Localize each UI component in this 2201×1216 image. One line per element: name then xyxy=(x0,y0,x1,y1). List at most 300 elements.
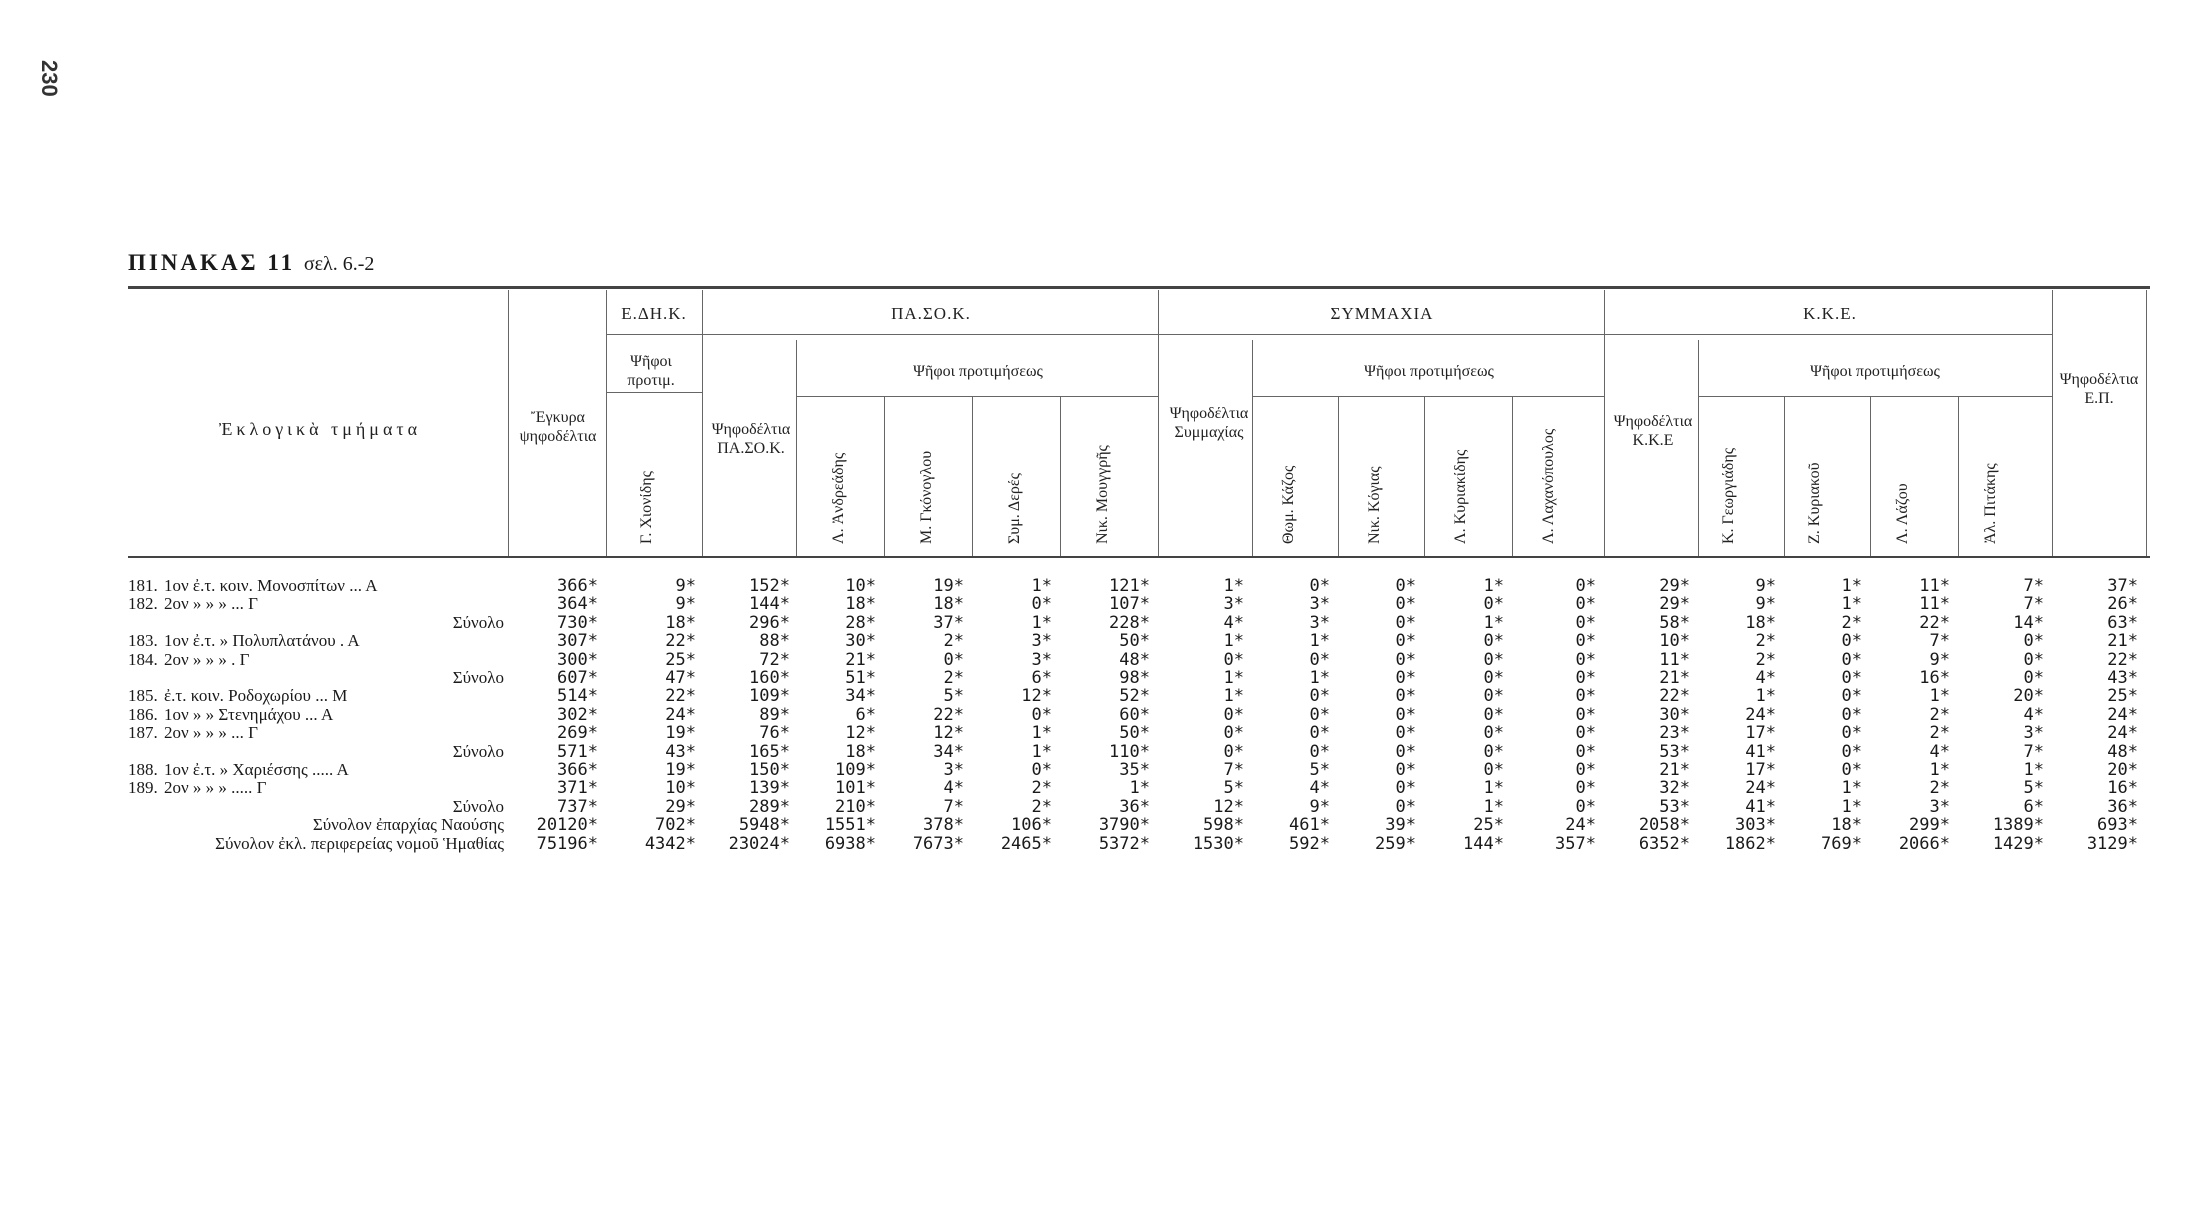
table-cell: 228* xyxy=(1109,613,1150,633)
row-label xyxy=(128,594,504,614)
table-cell: 0* xyxy=(1395,631,1416,651)
table-cell: 4* xyxy=(2023,705,2044,725)
table-cell: 2* xyxy=(1031,797,1052,817)
table-cell: 0* xyxy=(1395,686,1416,706)
table-cell: 269* xyxy=(557,723,598,743)
table-title-sub: σελ. 6.-2 xyxy=(303,253,375,275)
row-number: 189. xyxy=(128,778,158,797)
vline-symmachia-end xyxy=(1604,290,1605,556)
table-cell: 14* xyxy=(2013,613,2044,633)
vline-valid xyxy=(606,290,607,556)
table-cell: 0* xyxy=(1841,631,1862,651)
row-label xyxy=(128,778,504,798)
table-cell: 2* xyxy=(1929,778,1950,798)
candidate-kke-2: Ζ. Κυριακοῦ xyxy=(1806,462,1823,544)
table-cell: 10* xyxy=(845,576,876,596)
table-cell: 0* xyxy=(1575,650,1596,670)
table-cell: 2* xyxy=(1755,650,1776,670)
table-cell: 72* xyxy=(759,650,790,670)
row-text: 1ον ἐ.τ. » Χαριέσσης ..... Α xyxy=(164,760,349,779)
table-cell: 23024* xyxy=(728,834,790,854)
table-cell: 1* xyxy=(1841,594,1862,614)
table-cell: 300* xyxy=(557,650,598,670)
table-cell: 514* xyxy=(557,686,598,706)
table-cell: 18* xyxy=(1745,613,1776,633)
table-cell: 0* xyxy=(1841,705,1862,725)
table-cell: 2* xyxy=(1929,723,1950,743)
table-cell: 139* xyxy=(749,778,790,798)
row-text: 2ον » » » ... Γ xyxy=(164,723,259,742)
table-cell: 53* xyxy=(1659,742,1690,762)
table-cell: 0* xyxy=(1483,760,1504,780)
table-cell: 378* xyxy=(923,815,964,835)
table-cell: 30* xyxy=(845,631,876,651)
table-cell: 1* xyxy=(1929,686,1950,706)
table-cell: 19* xyxy=(665,723,696,743)
vline-kke-c2 xyxy=(1870,396,1871,556)
hdr-line-party xyxy=(606,334,2052,335)
table-cell: 121* xyxy=(1109,576,1150,596)
header-kke-ballots: Ψηφοδέλτια Κ.Κ.Ε xyxy=(1613,413,1693,449)
table-cell: 9* xyxy=(1929,650,1950,670)
table-cell: 1* xyxy=(1309,631,1330,651)
table-cell: 101* xyxy=(835,778,876,798)
table-cell: 2* xyxy=(1841,613,1862,633)
table-cell: 24* xyxy=(2107,705,2138,725)
table-cell: 5* xyxy=(1309,760,1330,780)
row-label xyxy=(128,613,504,633)
table-cell: 11* xyxy=(1659,650,1690,670)
table-cell: 76* xyxy=(759,723,790,743)
table-cell: 302* xyxy=(557,705,598,725)
table-cell: 0* xyxy=(1575,686,1596,706)
hdr-line-symmachia xyxy=(1252,396,1604,397)
table-cell: 3* xyxy=(943,760,964,780)
table-cell: 109* xyxy=(749,686,790,706)
table-cell: 0* xyxy=(1575,705,1596,725)
vline-label xyxy=(508,290,509,556)
header-pasok-pref: Ψῆφοι προτιμήσεως xyxy=(913,363,1043,380)
table-cell: 3790* xyxy=(1098,815,1150,835)
table-cell: 0* xyxy=(1031,594,1052,614)
table-cell: 0* xyxy=(1483,742,1504,762)
table-cell: 41* xyxy=(1745,742,1776,762)
table-cell: 1* xyxy=(1841,797,1862,817)
table-cell: 0* xyxy=(2023,668,2044,688)
row-text: 1ον ἐ.τ. κοιν. Μονοσπίτων ... Α xyxy=(164,576,378,595)
table-cell: 18* xyxy=(1831,815,1862,835)
table-cell: 4* xyxy=(943,778,964,798)
table-cell: 36* xyxy=(1119,797,1150,817)
table-cell: 11* xyxy=(1919,576,1950,596)
table-cell: 22* xyxy=(933,705,964,725)
table-cell: 0* xyxy=(1395,613,1416,633)
vline-ep-end xyxy=(2146,290,2147,556)
table-cell: 1* xyxy=(1483,613,1504,633)
table-cell: 607* xyxy=(557,668,598,688)
hdr-line-ediik xyxy=(606,392,702,393)
candidate-pasok-2: Μ. Γκόνογλου xyxy=(918,450,935,544)
table-cell: 0* xyxy=(943,650,964,670)
table-cell: 2066* xyxy=(1898,834,1950,854)
table-cell: 1* xyxy=(1031,613,1052,633)
table-cell: 7* xyxy=(2023,576,2044,596)
table-cell: 0* xyxy=(1575,723,1596,743)
table-cell: 0* xyxy=(1483,668,1504,688)
table-title xyxy=(128,250,374,276)
table-cell: 0* xyxy=(1395,705,1416,725)
table-cell: 24* xyxy=(1565,815,1596,835)
table-cell: 4* xyxy=(1223,613,1244,633)
table-cell: 29* xyxy=(1659,576,1690,596)
table-cell: 25* xyxy=(665,650,696,670)
row-label xyxy=(128,650,504,670)
table-cell: 16* xyxy=(1919,668,1950,688)
header-symmachia-ballots: Ψηφοδέλτια Συμμαχίας xyxy=(1169,405,1249,441)
table-cell: 307* xyxy=(557,631,598,651)
table-cell: 107* xyxy=(1109,594,1150,614)
table-cell: 1* xyxy=(1841,576,1862,596)
table-cell: 11* xyxy=(1919,594,1950,614)
table-cell: 6* xyxy=(855,705,876,725)
table-cell: 598* xyxy=(1203,815,1244,835)
table-cell: 1* xyxy=(1129,778,1150,798)
vline-symmachia-c1 xyxy=(1338,396,1339,556)
table-cell: 0* xyxy=(1395,668,1416,688)
table-cell: 1* xyxy=(1223,631,1244,651)
vline-kke-ballots xyxy=(1698,340,1699,556)
table-cell: 3129* xyxy=(2086,834,2138,854)
table-cell: 1551* xyxy=(824,815,876,835)
table-cell: 17* xyxy=(1745,723,1776,743)
table-cell: 0* xyxy=(1395,576,1416,596)
vline-pasok-ballots xyxy=(796,340,797,556)
table-cell: 4342* xyxy=(644,834,696,854)
table-cell: 1* xyxy=(1483,576,1504,596)
table-cell: 43* xyxy=(665,742,696,762)
table-cell: 289* xyxy=(749,797,790,817)
table-cell: 9* xyxy=(1755,576,1776,596)
table-cell: 53* xyxy=(1659,797,1690,817)
table-cell: 24* xyxy=(665,705,696,725)
table-cell: 21* xyxy=(845,650,876,670)
row-text: Σύνολο xyxy=(452,797,504,816)
table-cell: 1* xyxy=(1031,723,1052,743)
table-cell: 303* xyxy=(1735,815,1776,835)
table-cell: 1429* xyxy=(1992,834,2044,854)
row-number: 182. xyxy=(128,594,158,613)
table-cell: 25* xyxy=(1473,815,1504,835)
table-cell: 0* xyxy=(1309,723,1330,743)
table-cell: 18* xyxy=(845,742,876,762)
table-cell: 12* xyxy=(933,723,964,743)
row-text: Σύνολον ἐκλ. περιφερείας νομοῦ Ἡμαθίας xyxy=(215,834,504,853)
table-cell: 0* xyxy=(1575,797,1596,817)
table-cell: 19* xyxy=(933,576,964,596)
table-cell: 7* xyxy=(1223,760,1244,780)
candidate-pasok-4: Νικ. Μουγγρῆς xyxy=(1094,445,1111,544)
table-cell: 357* xyxy=(1555,834,1596,854)
table-cell: 18* xyxy=(665,613,696,633)
table-cell: 0* xyxy=(1395,650,1416,670)
table-cell: 0* xyxy=(1483,723,1504,743)
table-cell: 2* xyxy=(943,668,964,688)
row-text: 2ον » » » ..... Γ xyxy=(164,778,267,797)
table-cell: 12* xyxy=(845,723,876,743)
vline-symmachia-ballots xyxy=(1252,340,1253,556)
table-cell: 7673* xyxy=(912,834,964,854)
table-cell: 152* xyxy=(749,576,790,596)
table-cell: 6352* xyxy=(1638,834,1690,854)
table-cell: 37* xyxy=(933,613,964,633)
table-cell: 0* xyxy=(1483,650,1504,670)
table-cell: 1389* xyxy=(1992,815,2044,835)
row-number: 183. xyxy=(128,631,158,650)
row-text: Σύνολον ἐπαρχίας Ναούσης xyxy=(312,815,504,834)
table-cell: 7* xyxy=(2023,594,2044,614)
table-cell: 30* xyxy=(1659,705,1690,725)
table-cell: 1* xyxy=(2023,760,2044,780)
table-cell: 4* xyxy=(1755,668,1776,688)
table-cell: 5* xyxy=(943,686,964,706)
table-cell: 1* xyxy=(1309,668,1330,688)
table-cell: 3* xyxy=(1031,631,1052,651)
table-cell: 296* xyxy=(749,613,790,633)
table-cell: 1* xyxy=(1755,686,1776,706)
table-cell: 32* xyxy=(1659,778,1690,798)
candidate-kke-4: Ἀλ. Πιτάκης xyxy=(1982,463,1999,544)
table-cell: 37* xyxy=(2107,576,2138,596)
vline-kke-c1 xyxy=(1784,396,1785,556)
table-cell: 16* xyxy=(2107,778,2138,798)
table-cell: 60* xyxy=(1119,705,1150,725)
table-cell: 144* xyxy=(749,594,790,614)
table-cell: 1* xyxy=(1223,668,1244,688)
table-cell: 106* xyxy=(1011,815,1052,835)
row-text: Σύνολο xyxy=(452,742,504,761)
header-pasok-ballots: Ψηφοδέλτια ΠΑ.ΣΟ.Κ. xyxy=(711,421,791,457)
table-cell: 0* xyxy=(2023,650,2044,670)
row-label xyxy=(128,705,504,725)
header-party-pasok: ΠΑ.ΣΟ.Κ. xyxy=(891,304,971,323)
candidate-symmachia-1: Θωμ. Κάζος xyxy=(1280,465,1297,544)
top-rule xyxy=(128,286,2150,289)
table-cell: 144* xyxy=(1463,834,1504,854)
table-cell: 0* xyxy=(1395,742,1416,762)
table-cell: 9* xyxy=(675,594,696,614)
table-cell: 5* xyxy=(2023,778,2044,798)
table-cell: 21* xyxy=(1659,668,1690,688)
table-cell: 12* xyxy=(1021,686,1052,706)
candidate-symmachia-4: Λ. Λαχανόπουλος xyxy=(1540,428,1557,544)
table-cell: 20* xyxy=(2013,686,2044,706)
row-label xyxy=(128,668,504,688)
row-number: 185. xyxy=(128,686,158,705)
table-cell: 0* xyxy=(1841,742,1862,762)
table-cell: 1* xyxy=(1031,576,1052,596)
table-cell: 20120* xyxy=(536,815,598,835)
table-cell: 9* xyxy=(1309,797,1330,817)
table-cell: 1* xyxy=(1223,576,1244,596)
table-cell: 48* xyxy=(1119,650,1150,670)
table-cell: 0* xyxy=(1395,760,1416,780)
table-cell: 1* xyxy=(1483,778,1504,798)
table-cell: 571* xyxy=(557,742,598,762)
table-cell: 299* xyxy=(1909,815,1950,835)
table-cell: 0* xyxy=(1395,723,1416,743)
table-cell: 47* xyxy=(665,668,696,688)
table-cell: 51* xyxy=(845,668,876,688)
table-cell: 0* xyxy=(1575,576,1596,596)
table-cell: 98* xyxy=(1119,668,1150,688)
table-cell: 0* xyxy=(1223,705,1244,725)
hdr-line-pasok xyxy=(796,396,1158,397)
table-cell: 24* xyxy=(1745,705,1776,725)
table-cell: 19* xyxy=(665,760,696,780)
row-text: 1ον » » Στενημάχου ... Α xyxy=(164,705,334,724)
table-cell: 0* xyxy=(1841,760,1862,780)
table-cell: 75196* xyxy=(536,834,598,854)
table-cell: 12* xyxy=(1213,797,1244,817)
table-cell: 1530* xyxy=(1192,834,1244,854)
row-text: 2ον » » » ... Γ xyxy=(164,594,259,613)
table-cell: 6* xyxy=(1031,668,1052,688)
table-cell: 24* xyxy=(2107,723,2138,743)
table-cell: 58* xyxy=(1659,613,1690,633)
row-label xyxy=(128,815,504,835)
row-number: 186. xyxy=(128,705,158,724)
table-cell: 48* xyxy=(2107,742,2138,762)
table-cell: 2465* xyxy=(1000,834,1052,854)
header-party-kke: Κ.Κ.Ε. xyxy=(1803,304,1857,323)
candidate-symmachia-3: Λ. Κυριακίδης xyxy=(1452,449,1469,544)
table-cell: 10* xyxy=(1659,631,1690,651)
table-cell: 24* xyxy=(1745,778,1776,798)
table-cell: 2* xyxy=(943,631,964,651)
table-cell: 0* xyxy=(1575,742,1596,762)
row-label xyxy=(128,723,504,743)
table-cell: 0* xyxy=(1223,650,1244,670)
table-cell: 22* xyxy=(1659,686,1690,706)
table-cell: 89* xyxy=(759,705,790,725)
table-cell: 109* xyxy=(835,760,876,780)
row-number: 188. xyxy=(128,760,158,779)
row-text: Σύνολο xyxy=(452,613,504,632)
vline-ediik xyxy=(702,290,703,556)
table-cell: 0* xyxy=(1575,613,1596,633)
table-cell: 21* xyxy=(1659,760,1690,780)
table-cell: 0* xyxy=(1483,686,1504,706)
table-cell: 210* xyxy=(835,797,876,817)
table-title-main: ΠΙΝΑΚΑΣ 11 xyxy=(128,250,296,275)
table-cell: 0* xyxy=(1575,778,1596,798)
row-number: 181. xyxy=(128,576,158,595)
table-cell: 150* xyxy=(749,760,790,780)
table-cell: 0* xyxy=(1395,594,1416,614)
table-cell: 10* xyxy=(665,778,696,798)
table-cell: 41* xyxy=(1745,797,1776,817)
table-cell: 0* xyxy=(1395,778,1416,798)
table-cell: 0* xyxy=(1309,686,1330,706)
candidate-pasok-3: Συμ. Δερές xyxy=(1006,473,1023,544)
vline-pasok-c2 xyxy=(972,396,973,556)
header-bottom-rule xyxy=(128,556,2150,558)
row-number: 187. xyxy=(128,723,158,742)
table-cell: 34* xyxy=(845,686,876,706)
table-cell: 26* xyxy=(2107,594,2138,614)
table-cell: 22* xyxy=(665,686,696,706)
row-text: 2ον » » » . Γ xyxy=(164,650,250,669)
table-cell: 28* xyxy=(845,613,876,633)
table-cell: 1* xyxy=(1483,797,1504,817)
table-cell: 7* xyxy=(943,797,964,817)
table-cell: 3* xyxy=(1223,594,1244,614)
table-cell: 34* xyxy=(933,742,964,762)
table-cell: 0* xyxy=(1841,686,1862,706)
table-cell: 1* xyxy=(1031,742,1052,762)
vline-symmachia-c3 xyxy=(1512,396,1513,556)
table-cell: 1* xyxy=(1223,686,1244,706)
table-cell: 36* xyxy=(2107,797,2138,817)
table-cell: 0* xyxy=(1223,723,1244,743)
table-cell: 39* xyxy=(1385,815,1416,835)
row-text: 1ον ἐ.τ. » Πολυπλατάνου . Α xyxy=(164,631,360,650)
table-cell: 0* xyxy=(1575,760,1596,780)
table-cell: 4* xyxy=(1309,778,1330,798)
table-cell: 50* xyxy=(1119,723,1150,743)
table-cell: 2058* xyxy=(1638,815,1690,835)
header-rows-label: Ἐκλογικὰ τμήματα xyxy=(218,419,422,439)
table-cell: 7* xyxy=(1929,631,1950,651)
table-cell: 3* xyxy=(1309,613,1330,633)
row-label xyxy=(128,742,504,762)
table-cell: 7* xyxy=(2023,742,2044,762)
table-cell: 110* xyxy=(1109,742,1150,762)
table-cell: 2* xyxy=(1755,631,1776,651)
table-cell: 0* xyxy=(1223,742,1244,762)
table-cell: 43* xyxy=(2107,668,2138,688)
table-cell: 22* xyxy=(2107,650,2138,670)
table-cell: 0* xyxy=(1309,742,1330,762)
table-cell: 2* xyxy=(1929,705,1950,725)
table-cell: 0* xyxy=(1031,705,1052,725)
table-cell: 0* xyxy=(1575,668,1596,688)
table-cell: 18* xyxy=(845,594,876,614)
table-cell: 0* xyxy=(1575,631,1596,651)
table-cell: 23* xyxy=(1659,723,1690,743)
table-cell: 364* xyxy=(557,594,598,614)
table-cell: 0* xyxy=(1575,594,1596,614)
table-cell: 17* xyxy=(1745,760,1776,780)
table-cell: 592* xyxy=(1289,834,1330,854)
row-label xyxy=(128,797,504,817)
header-party-symmachia: ΣΥΜΜΑΧΙΑ xyxy=(1330,304,1434,323)
table-cell: 0* xyxy=(1483,705,1504,725)
table-cell: 3* xyxy=(1309,594,1330,614)
table-cell: 366* xyxy=(557,576,598,596)
table-cell: 5372* xyxy=(1098,834,1150,854)
hdr-line-kke xyxy=(1698,396,2052,397)
table-cell: 1* xyxy=(1841,778,1862,798)
table-cell: 21* xyxy=(2107,631,2138,651)
row-text: ἐ.τ. κοιν. Ροδοχωρίου ... Μ xyxy=(164,686,348,705)
table-cell: 0* xyxy=(1483,631,1504,651)
table-cell: 461* xyxy=(1289,815,1330,835)
table-cell: 9* xyxy=(675,576,696,596)
table-cell: 0* xyxy=(1841,668,1862,688)
vline-symmachia-c2 xyxy=(1424,396,1425,556)
table-cell: 35* xyxy=(1119,760,1150,780)
